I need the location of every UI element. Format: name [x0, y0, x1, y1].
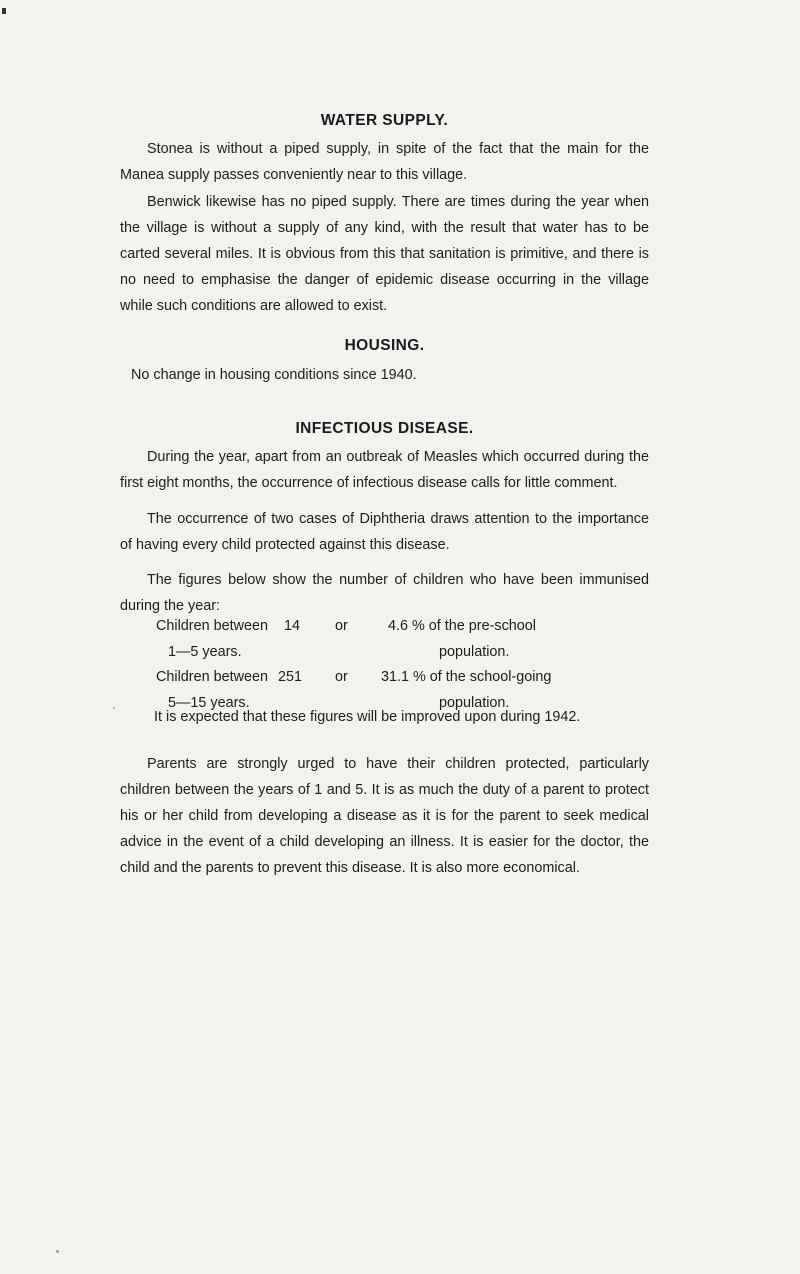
corner-mark — [2, 8, 6, 14]
section-heading-housing: HOUSING. — [344, 337, 425, 354]
row-connector: or — [335, 618, 348, 634]
row-population: population. — [439, 644, 510, 660]
row-age-range: 1—5 years. — [168, 644, 242, 660]
paragraph: Parents are strongly urged to have their children protected, particularly children between the years of 1 and 5. It is as much the duty of a parent to protect his or her child from developing a disease as it is for the parent to seek medical advice in the event of a child developing an illness. It is easier for the doctor, the child and the parents to prevent this disease. It is also more economical. — [120, 756, 649, 876]
paragraph: Stonea is without a piped supply, in spite of the fact that the main for the Manea supply passes conveniently near to this village. — [120, 141, 649, 183]
row-percent: 31.1 % of the school-going — [381, 669, 552, 685]
paragraph: During the year, apart from an outbreak of Measles which occurred during the first eight months, the occurrence of infectious disease calls for little comment. — [120, 449, 649, 491]
row-count: 251 — [278, 669, 303, 685]
paragraph: Benwick likewise has no piped supply. There are times during the year when the village is without a supply of any kind, with the result that water has to be carted several miles. It is obvious from this that sanitation is primitive, and there is no need to emphasise the danger of epidemic disease occurring in the village while such conditions are allowed to exist. — [120, 194, 649, 314]
paragraph: The occurrence of two cases of Diphtheria draws attention to the importance of having every child protected against this disease. — [120, 511, 649, 553]
row-connector: or — [335, 669, 348, 685]
paragraph: The figures below show the number of children who have been immunised during the year: — [120, 572, 649, 614]
row-label: Children between — [156, 669, 268, 685]
row-count: 14 — [284, 618, 301, 634]
section-heading-water-supply: WATER SUPPLY. — [320, 112, 449, 129]
section-heading-infectious-disease: INFECTIOUS DISEASE. — [295, 420, 474, 437]
paragraph: It is expected that these figures will be improved upon during 1942. — [154, 709, 581, 725]
row-label: Children between — [156, 618, 268, 634]
row-percent: 4.6 % of the pre-school — [388, 618, 536, 634]
paper-speck — [113, 707, 115, 709]
paragraph: No change in housing conditions since 1940. — [131, 367, 417, 383]
paper-speck — [56, 1250, 59, 1253]
row-population: population. — [439, 695, 510, 711]
row-age-range: 5—15 years. — [168, 695, 250, 711]
